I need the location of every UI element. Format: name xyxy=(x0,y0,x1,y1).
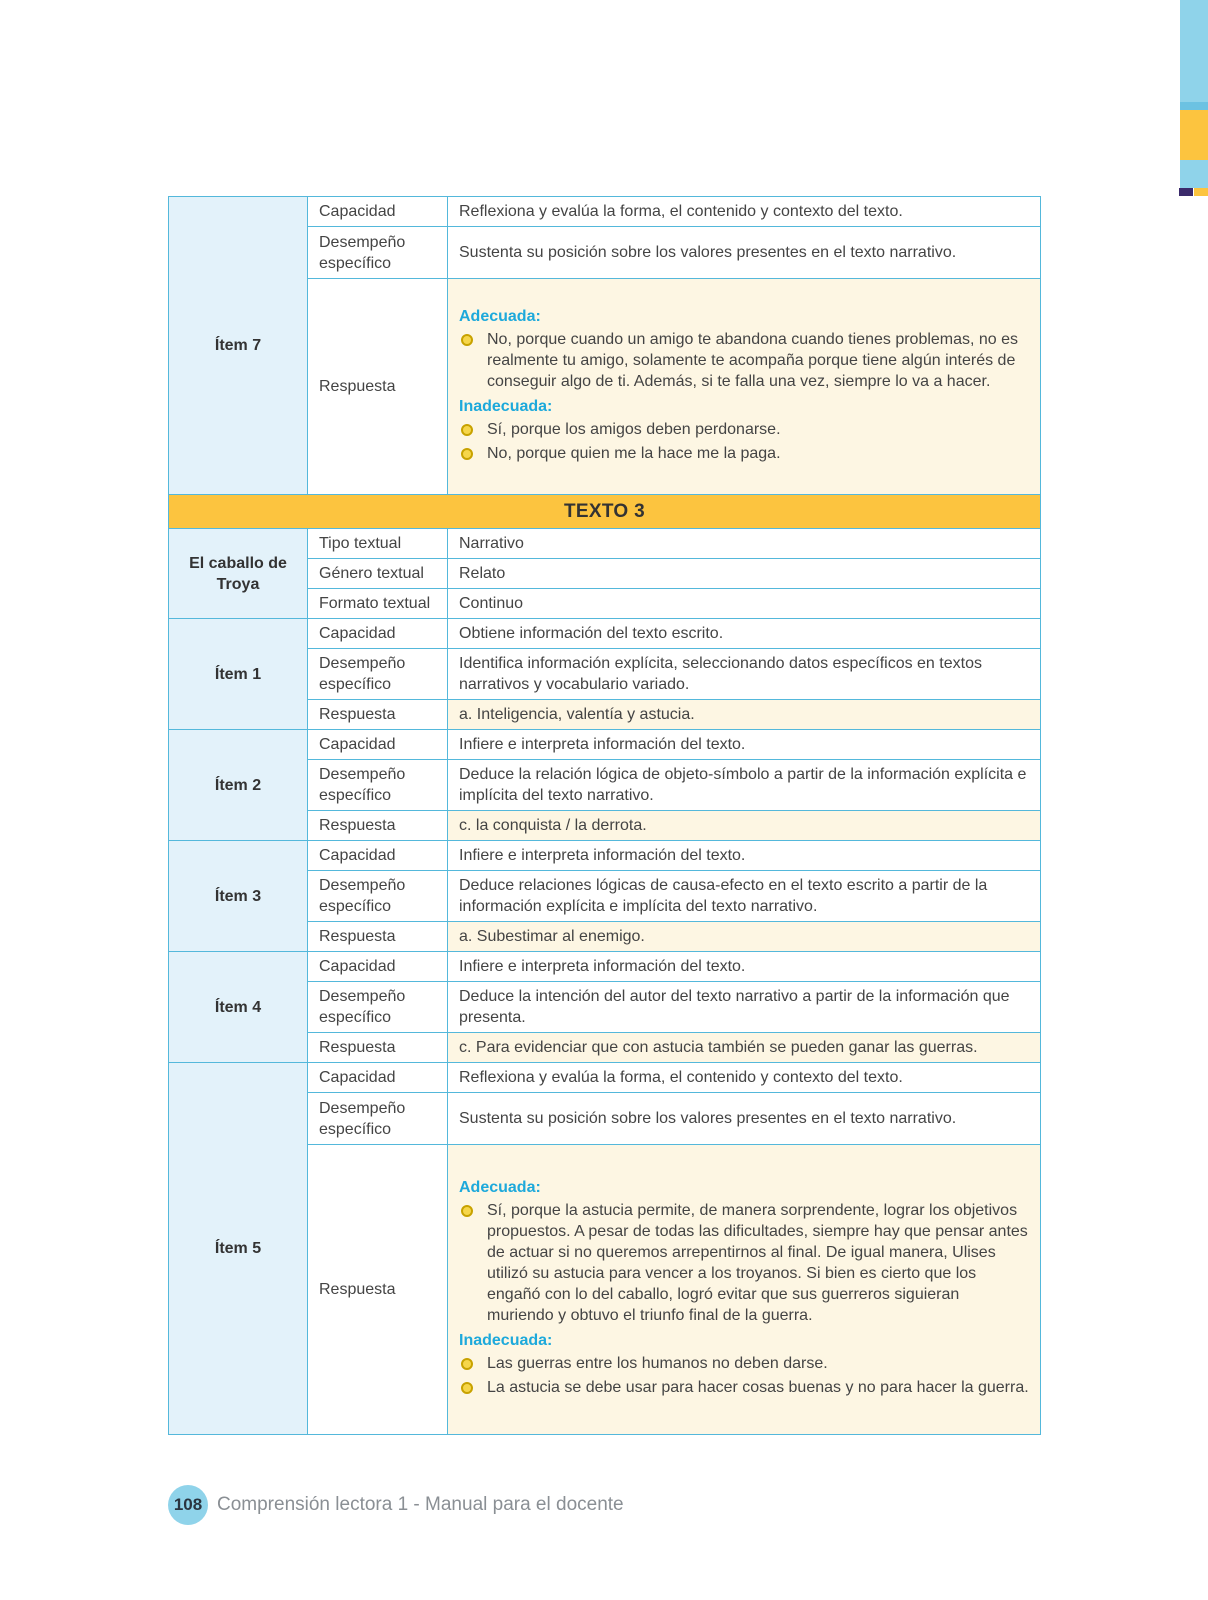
respuesta-label: Respuesta xyxy=(308,1145,448,1435)
item5-desempeno: Sustenta su posición sobre los valores presentes en el texto narrativo. xyxy=(448,1093,1041,1145)
desempeno-label: Desempeño específico xyxy=(308,982,448,1033)
circle-bullet-icon xyxy=(461,1358,473,1370)
list-item xyxy=(459,443,1029,464)
item3-capacidad: Infiere e interpreta información del texto. xyxy=(448,841,1041,871)
item4-desempeno: Deduce la intención del autor del texto narrativo a partir de la información que presenta. xyxy=(448,982,1041,1033)
list-item xyxy=(459,1200,1029,1326)
item5-capacidad: Reflexiona y evalúa la forma, el contenido y contexto del texto. xyxy=(448,1063,1041,1093)
respuesta-label: Respuesta xyxy=(308,922,448,952)
side-tab-navy-mark xyxy=(1179,188,1193,196)
item7-capacidad-row xyxy=(169,197,1041,227)
item5-adecuada-list xyxy=(459,1200,1029,1326)
item3-desempeno: Deduce relaciones lógicas de causa-efecto en el texto escrito a partir de la información explícita e implícita del texto narrativo. xyxy=(448,871,1041,922)
item4-respuesta: c. Para evidenciar que con astucia también se pueden ganar las guerras. xyxy=(448,1033,1041,1063)
texto3-header-row xyxy=(169,495,1041,529)
list-item xyxy=(459,1353,1029,1374)
capacidad-label: Capacidad xyxy=(308,952,448,982)
desempeno-label: Desempeño específico xyxy=(308,649,448,700)
adecuada-label: Adecuada: xyxy=(459,307,541,325)
adecuada-label: Adecuada: xyxy=(459,1179,541,1196)
texto3-formato: Continuo xyxy=(448,589,1041,619)
inadecuada-label: Inadecuada: xyxy=(459,1332,553,1349)
circle-bullet-icon xyxy=(461,334,473,346)
desempeno-label: Desempeño específico xyxy=(308,871,448,922)
item7-adecuada-list xyxy=(459,329,1029,392)
item2-capacidad: Infiere e interpreta información del texto. xyxy=(448,730,1041,760)
texto3-tipo: Narrativo xyxy=(448,529,1041,559)
item7-label: Ítem 7 xyxy=(169,197,308,495)
item1-capacidad-row xyxy=(169,619,1041,649)
list-item xyxy=(459,1377,1029,1398)
item5-capacidad-row xyxy=(169,1063,1041,1093)
item1-capacidad: Obtiene información del texto escrito. xyxy=(448,619,1041,649)
answer-key-table xyxy=(168,196,1041,1435)
desempeno-label: Desempeño específico xyxy=(308,227,448,279)
desempeno-label: Desempeño específico xyxy=(308,760,448,811)
inadecuada-label: Inadecuada: xyxy=(459,397,553,415)
side-tab-yellow xyxy=(1180,110,1208,160)
item4-label: Ítem 4 xyxy=(169,952,308,1063)
item2-label: Ítem 2 xyxy=(169,730,308,841)
item2-desempeno: Deduce la relación lógica de objeto-símbolo a partir de la información explícita e implícita del texto narrativo. xyxy=(448,760,1041,811)
item7-desempeno: Sustenta su posición sobre los valores presentes en el texto narrativo. xyxy=(448,227,1041,279)
answer-text: No, porque quien me la hace me la paga. xyxy=(487,444,781,462)
texto3-header: TEXTO 3 xyxy=(169,495,1041,529)
capacidad-label: Capacidad xyxy=(308,841,448,871)
answer-text: Sí, porque la astucia permite, de manera sorprendente, lograr los objetivos propuestos. A pesar de todas las dificultades, siempre hay que pensar antes de actuar si no queremos arrepentirnos al final. De igual manera, Ulises utilizó su astucia para vencer a los troyanos. Si bien es cierto que los engañó con lo del caballo, logró evitar que sus guerreros siguieran muriendo y obtuvo el triunfo final de la guerra. xyxy=(487,1202,1028,1324)
side-tab-blue-lower xyxy=(1180,160,1208,188)
item2-capacidad-row xyxy=(169,730,1041,760)
list-item xyxy=(459,329,1029,392)
tipo-label: Tipo textual xyxy=(308,529,448,559)
item3-label: Ítem 3 xyxy=(169,841,308,952)
item2-respuesta: c. la conquista / la derrota. xyxy=(448,811,1041,841)
circle-bullet-icon xyxy=(461,1205,473,1217)
item3-respuesta: a. Subestimar al enemigo. xyxy=(448,922,1041,952)
item4-capacidad-row xyxy=(169,952,1041,982)
respuesta-label: Respuesta xyxy=(308,811,448,841)
item4-capacidad: Infiere e interpreta información del texto. xyxy=(448,952,1041,982)
desempeno-label: Desempeño específico xyxy=(308,1093,448,1145)
item7-capacidad: Reflexiona y evalúa la forma, el contenido y contexto del texto. xyxy=(448,197,1041,227)
respuesta-label: Respuesta xyxy=(308,1033,448,1063)
capacidad-label: Capacidad xyxy=(308,619,448,649)
answer-text: Las guerras entre los humanos no deben darse. xyxy=(487,1355,828,1372)
answer-text: No, porque cuando un amigo te abandona cuando tienes problemas, no es realmente tu amigo, solamente te acompaña porque tiene algún interés de conseguir algo de ti. Además, si te falla una vez, siempre lo va a hacer. xyxy=(487,330,1019,390)
texto3-tipo-row xyxy=(169,529,1041,559)
texto3-title: El caballo de Troya xyxy=(169,529,308,619)
circle-bullet-icon xyxy=(461,424,473,436)
answer-text: La astucia se debe usar para hacer cosas buenas y no para hacer la guerra. xyxy=(487,1379,1029,1396)
capacidad-label: Capacidad xyxy=(308,1063,448,1093)
capacidad-label: Capacidad xyxy=(308,730,448,760)
item1-desempeno: Identifica información explícita, seleccionando datos específicos en textos narrativos y vocabulario variado. xyxy=(448,649,1041,700)
respuesta-label: Respuesta xyxy=(308,700,448,730)
list-item xyxy=(459,419,1029,440)
side-tab-yellow-mark xyxy=(1194,188,1208,196)
formato-label: Formato textual xyxy=(308,589,448,619)
answer-text: Sí, porque los amigos deben perdonarse. xyxy=(487,420,781,438)
item7-respuesta xyxy=(448,279,1041,495)
side-tab-blue xyxy=(1180,0,1208,102)
item5-label: Ítem 5 xyxy=(169,1063,308,1435)
respuesta-label: Respuesta xyxy=(308,279,448,495)
texto3-genero: Relato xyxy=(448,559,1041,589)
item3-capacidad-row xyxy=(169,841,1041,871)
item5-respuesta xyxy=(448,1145,1041,1435)
footer-title: Comprensión lectora 1 - Manual para el docente xyxy=(217,1494,624,1515)
capacidad-label: Capacidad xyxy=(308,197,448,227)
circle-bullet-icon xyxy=(461,448,473,460)
circle-bullet-icon xyxy=(461,1382,473,1394)
item1-respuesta: a. Inteligencia, valentía y astucia. xyxy=(448,700,1041,730)
page-footer xyxy=(168,1485,624,1525)
side-tab-blue-stripe xyxy=(1180,102,1208,110)
genero-label: Género textual xyxy=(308,559,448,589)
item7-inadecuada-list xyxy=(459,419,1029,464)
item1-label: Ítem 1 xyxy=(169,619,308,730)
page-number: 108 xyxy=(168,1485,208,1525)
item5-inadecuada-list xyxy=(459,1353,1029,1398)
